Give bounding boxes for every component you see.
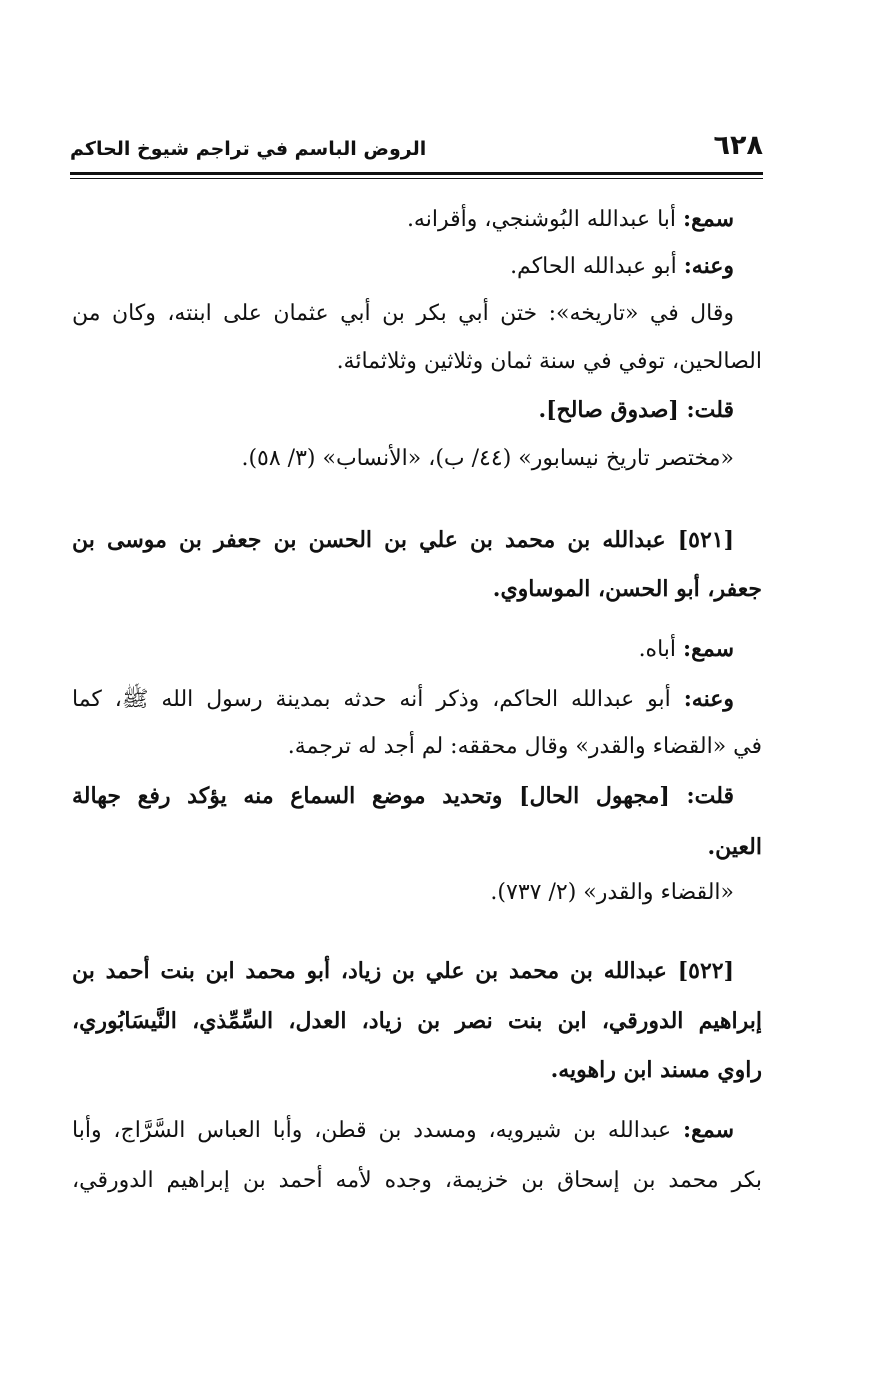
text-line	[72, 783, 762, 809]
line-label: سمع:	[683, 1117, 734, 1143]
line-label: وعنه:	[683, 686, 734, 712]
entry-heading-line	[72, 1008, 762, 1034]
line-text: [٥٢١] عبدالله بن محمد بن علي بن الحسن بن جعفر بن موسى بن	[72, 527, 734, 553]
text-line	[72, 636, 762, 663]
line-text: [مجهول الحال] وتحديد موضع السماع منه يؤكد رفع جهالة	[72, 783, 687, 809]
line-text: «مختصر تاريخ نيسابور» (٤٤/ ب)، «الأنساب» (٣/ ٥٨).	[241, 446, 734, 471]
entry-heading-line	[72, 527, 762, 553]
page-header	[70, 124, 763, 164]
text-line	[72, 253, 762, 280]
line-text: أبا عبدالله البُوشنجي، وأقرانه.	[406, 207, 684, 232]
running-title: الروض الباسم في تراجم شيوخ الحاكم	[70, 138, 427, 160]
line-text: العين.	[707, 834, 762, 860]
entry-heading-line	[72, 958, 762, 984]
text-line	[72, 301, 762, 327]
line-label: سمع:	[683, 206, 734, 232]
text-line	[72, 1168, 762, 1194]
text-line	[72, 880, 762, 906]
line-label: سمع:	[683, 636, 734, 662]
text-line	[72, 734, 762, 760]
text-line	[72, 686, 762, 713]
line-text: الصالحين، توفي في سنة ثمان وثلاثين وثلاثمائة.	[336, 349, 762, 374]
text-line	[72, 206, 762, 233]
line-text: [صدوق صالح].	[538, 397, 687, 423]
line-text: بكر محمد بن إسحاق بن خزيمة، وجده لأمه أحمد بن إبراهيم الدورقي،	[72, 1168, 762, 1193]
text-line	[72, 834, 762, 860]
entry-heading-line	[72, 576, 762, 602]
header-rule	[70, 172, 763, 175]
line-text: في «القضاء والقدر» وقال محققه: لم أجد له ترجمة.	[287, 734, 762, 759]
entry-heading-line	[72, 1057, 762, 1083]
line-text: أبو عبدالله الحاكم.	[510, 254, 684, 279]
line-text: «القضاء والقدر» (٢/ ٧٣٧).	[490, 880, 734, 905]
line-text: جعفر، أبو الحسن، الموساوي.	[492, 576, 762, 602]
text-line	[72, 1117, 762, 1144]
text-line	[72, 446, 762, 472]
line-text: إبراهيم الدورقي، ابن بنت نصر بن زياد، العدل، السِّمِّذي، النَّيسَابُوري،	[72, 1008, 762, 1034]
line-text: راوي مسند ابن راهويه.	[550, 1057, 762, 1083]
line-text: [٥٢٢] عبدالله بن محمد بن علي بن زياد، أبو محمد ابن بنت أحمد بن	[72, 958, 734, 984]
line-label: قلت:	[686, 397, 734, 423]
line-label: قلت:	[686, 783, 734, 809]
line-text: عبدالله بن شيرويه، ومسدد بن قطن، وأبا العباس السَّرَّاج، وأبا	[72, 1118, 684, 1143]
line-text: وقال في «تاريخه»: ختن أبي بكر بن أبي عثمان على ابنته، وكان من	[72, 301, 734, 326]
header-rule-thin	[70, 178, 763, 179]
text-line	[72, 397, 762, 424]
line-text: أباه.	[638, 637, 684, 662]
line-text: أبو عبدالله الحاكم، وذكر أنه حدثه بمدينة رسول الله ﷺ، كما	[72, 687, 684, 712]
page-number: ٦٢٨	[713, 130, 763, 161]
text-line	[72, 349, 762, 375]
line-label: وعنه:	[683, 253, 734, 279]
